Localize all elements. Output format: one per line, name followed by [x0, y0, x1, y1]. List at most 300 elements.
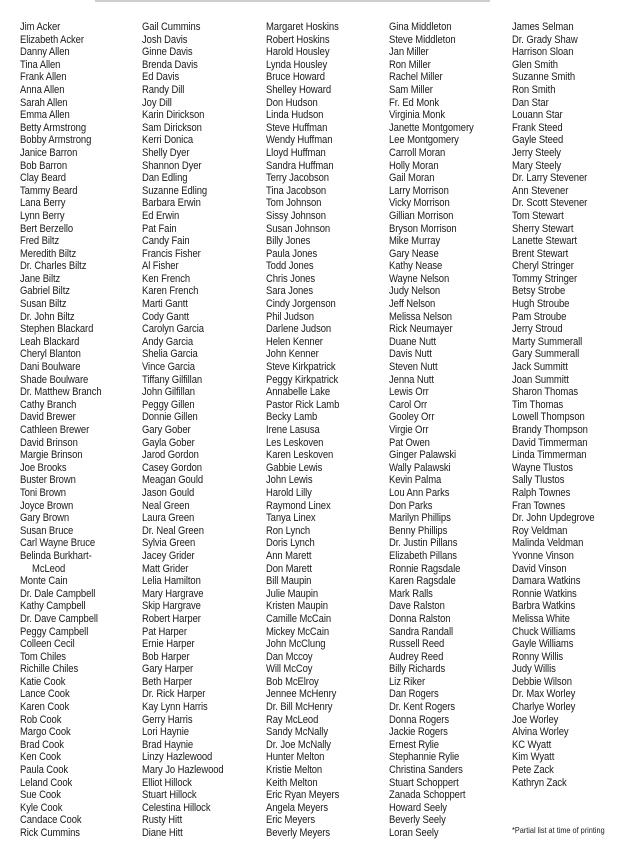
- name-entry: Dr. Joe McNally: [266, 738, 331, 751]
- name-entry: Tammy Beard: [20, 184, 78, 197]
- name-entry: Ronny Willis: [512, 650, 564, 663]
- name-entry: Audrey Reed: [389, 650, 444, 663]
- name-entry: Dr. Dale Campbell: [20, 587, 96, 600]
- name-entry: Dan Edling: [142, 172, 188, 185]
- name-entry: Mike Murray: [389, 235, 441, 248]
- name-entry: Shade Boulware: [20, 373, 89, 386]
- name-entry: Cathy Branch: [20, 398, 77, 411]
- name-entry: Danny Allen: [20, 46, 70, 59]
- name-entry: Shelly Dyer: [142, 146, 190, 159]
- name-entry: Gary Harper: [142, 663, 194, 676]
- name-entry: Skip Hargrave: [142, 600, 201, 613]
- name-entry: Steve Middleton: [389, 33, 456, 46]
- name-entry: Linda Hudson: [266, 109, 324, 122]
- name-entry: Harrison Sloan: [512, 46, 574, 59]
- name-entry: Bobby Armstrong: [20, 134, 92, 147]
- name-entry: Jackie Rogers: [389, 726, 448, 739]
- name-entry: Betty Armstrong: [20, 121, 87, 134]
- name-entry: Duane Nutt: [389, 335, 437, 348]
- name-entry: Emma Allen: [20, 109, 70, 122]
- name-entry: John Lewis: [266, 474, 313, 487]
- name-entry: Don Parks: [389, 499, 433, 512]
- name-entry: Kerri Donica: [142, 134, 194, 147]
- name-entry: David Vinson: [512, 562, 567, 575]
- name-entry: Rob Cook: [20, 713, 62, 726]
- name-entry: Jacey Grider: [142, 549, 195, 562]
- name-entry: Colleen Cecil: [20, 638, 75, 651]
- name-entry: Kim Wyatt: [512, 751, 555, 764]
- name-entry: Raymond Linex: [266, 499, 331, 512]
- name-entry: Karen Cook: [20, 701, 70, 714]
- name-entry: Tom Johnson: [266, 197, 322, 210]
- name-entry: Tim Thomas: [512, 398, 564, 411]
- name-entry: Malinda Veldman: [512, 537, 584, 550]
- name-entry: Brandy Thompson: [512, 424, 588, 436]
- name-entry: Alvina Worley: [512, 726, 569, 739]
- name-entry: Janice Barron: [20, 146, 78, 159]
- name-entry: Ginne Davis: [142, 46, 193, 59]
- name-entry: Lloyd Huffman: [266, 146, 326, 159]
- name-entry: Brenda Davis: [142, 58, 198, 71]
- name-entry: Gary Summerall: [512, 348, 580, 361]
- name-entry: Karin Dirickson: [142, 109, 205, 122]
- name-entry: Joe Brooks: [20, 461, 67, 474]
- name-entry: Carol Orr: [389, 398, 428, 411]
- name-entry: Gooley Orr: [389, 411, 435, 424]
- name-entry: Pat Owen: [389, 436, 430, 449]
- name-entry: Bryson Morrison: [389, 222, 457, 235]
- name-entry: Lynn Berry: [20, 209, 65, 222]
- name-entry: Dr. Bill McHenry: [266, 701, 333, 714]
- name-entry: KC Wyatt: [512, 738, 552, 751]
- name-entry: Todd Jones: [266, 260, 314, 273]
- name-entry: Karen French: [142, 285, 199, 298]
- name-entry: Francis Fisher: [142, 247, 201, 260]
- name-entry: Louann Star: [512, 109, 563, 122]
- name-entry: Andy Garcia: [142, 335, 194, 348]
- name-entry: Lelia Hamilton: [142, 575, 201, 588]
- name-entry: Marty Summerall: [512, 335, 583, 348]
- name-entry: Janette Montgomery: [389, 121, 474, 134]
- name-entry: Dr. Larry Stevener: [512, 172, 588, 185]
- name-entry: Sharon Thomas: [512, 386, 579, 399]
- name-entry: Damara Watkins: [512, 575, 581, 588]
- name-entry: Dave Ralston: [389, 600, 445, 613]
- name-entry: Don Hudson: [266, 96, 318, 109]
- name-entry: John McClung: [266, 638, 326, 651]
- name-entry: Stuart Hillock: [142, 789, 197, 802]
- name-entry: Judy Willis: [512, 663, 556, 676]
- name-entry: Tommy Stringer: [512, 272, 578, 285]
- name-entry: McLeod: [32, 562, 66, 575]
- name-entry: Kay Lynn Harris: [142, 701, 208, 714]
- name-entry: Dr. Dave Campbell: [20, 612, 98, 625]
- name-column-4: [389, 21, 487, 840]
- name-entry: Dr. Neal Green: [142, 524, 204, 537]
- name-entry: Neal Green: [142, 499, 190, 512]
- name-entry: Fran Townes: [512, 499, 566, 512]
- name-entry: Kathy Nease: [389, 260, 443, 273]
- name-entry: Carolyn Garcia: [142, 323, 204, 336]
- name-entry: Dan Star: [512, 96, 549, 109]
- name-entry: Pam Stroube: [512, 310, 567, 323]
- name-entry: Brent Stewart: [512, 247, 569, 260]
- name-entry: Gabbie Lewis: [266, 461, 323, 474]
- name-entry: Jerry Steely: [512, 146, 561, 159]
- name-entry: Ron Lynch: [266, 524, 311, 537]
- name-entry: Shelley Howard: [266, 83, 332, 96]
- name-entry: Sissy Johnson: [266, 209, 326, 222]
- name-entry: Suzanne Edling: [142, 184, 208, 197]
- name-entry: Sylvia Green: [142, 537, 196, 550]
- name-entry: Dr. John Biltz: [20, 310, 75, 323]
- name-entry: David Brewer: [20, 411, 76, 424]
- name-entry: Mary Hargrave: [142, 587, 204, 600]
- name-entry: Lana Berry: [20, 197, 66, 210]
- name-entry: Howard Seely: [389, 801, 447, 814]
- name-entry: Dr. Matthew Branch: [20, 386, 102, 399]
- name-entry: Wendy Huffman: [266, 134, 333, 147]
- name-entry: Gabriel Biltz: [20, 285, 70, 298]
- name-entry: Rusty Hitt: [142, 814, 183, 827]
- name-entry: Cindy Jorgenson: [266, 298, 336, 311]
- name-entry: Rick Neumayer: [389, 323, 453, 336]
- name-entry: Gary Gober: [142, 424, 191, 436]
- name-entry: Joyce Brown: [20, 499, 74, 512]
- name-entry: Benny Phillips: [389, 524, 448, 537]
- name-entry: Sherry Stewart: [512, 222, 574, 235]
- name-entry: Barbara Erwin: [142, 197, 201, 210]
- name-entry: Ron Smith: [512, 83, 556, 96]
- name-entry: Buster Brown: [20, 474, 76, 487]
- name-entry: Susan Bruce: [20, 524, 74, 537]
- name-entry: Hugh Stroube: [512, 298, 570, 311]
- name-entry: Dr. Charles Biltz: [20, 260, 87, 273]
- name-entry: Davis Nutt: [389, 348, 432, 361]
- name-entry: Phil Judson: [266, 310, 314, 323]
- name-entry: Cathleen Brewer: [20, 424, 90, 436]
- name-entry: Pete Zack: [512, 764, 554, 777]
- name-entry: Sandy McNally: [266, 726, 328, 739]
- name-entry: Kathryn Zack: [512, 776, 567, 789]
- name-entry: Sandra Huffman: [266, 159, 334, 172]
- name-entry: Lance Cook: [20, 688, 70, 701]
- name-entry: Camille McCain: [266, 612, 332, 625]
- name-entry: Sue Cook: [20, 789, 61, 802]
- name-entry: Lee Montgomery: [389, 134, 459, 147]
- name-entry: Larry Morrison: [389, 184, 449, 197]
- name-entry: Harold Housley: [266, 46, 330, 59]
- name-entry: Dr. Grady Shaw: [512, 33, 578, 46]
- name-entry: Zanada Schoppert: [389, 789, 466, 802]
- name-entry: John Gilfillan: [142, 386, 195, 399]
- name-entry: Yvonne Vinson: [512, 549, 574, 562]
- name-entry: Keith Melton: [266, 776, 318, 789]
- name-entry: Ernest Rylie: [389, 738, 439, 751]
- name-entry: Pastor Rick Lamb: [266, 398, 340, 411]
- name-entry: Toni Brown: [20, 486, 66, 499]
- name-entry: Bert Berzello: [20, 222, 74, 235]
- name-entry: Karen Leskoven: [266, 449, 334, 462]
- name-entry: Tina Jacobson: [266, 184, 327, 197]
- name-entry: Wayne Nelson: [389, 272, 450, 285]
- name-entry: Darlene Judson: [266, 323, 332, 336]
- name-entry: Bob Harper: [142, 650, 190, 663]
- name-entry: Roy Veldman: [512, 524, 568, 537]
- name-entry: Susan Biltz: [20, 298, 67, 311]
- name-entry: Sally Tlustos: [512, 474, 565, 487]
- name-entry: Dr. Kent Rogers: [389, 701, 456, 714]
- name-entry: Randy Dill: [142, 83, 185, 96]
- name-entry: Anna Allen: [20, 83, 65, 96]
- name-entry: Bill Maupin: [266, 575, 312, 588]
- name-entry: Candy Fain: [142, 235, 190, 248]
- name-entry: Beverly Meyers: [266, 827, 330, 839]
- name-entry: Wally Palawski: [389, 461, 451, 474]
- name-entry: Ginger Palawski: [389, 449, 457, 462]
- footnote: *Partial list at time of printing: [512, 825, 605, 835]
- name-entry: Sam Dirickson: [142, 121, 202, 134]
- name-entry: Melissa White: [512, 612, 570, 625]
- name-entry: Jack Summitt: [512, 361, 568, 374]
- name-entry: Gary Brown: [20, 512, 70, 525]
- name-entry: Donna Rogers: [389, 713, 449, 726]
- name-entry: Frank Allen: [20, 71, 67, 84]
- name-entry: Fr. Ed Monk: [389, 96, 440, 109]
- name-column-2: [142, 21, 237, 840]
- name-entry: Elizabeth Acker: [20, 33, 84, 46]
- name-entry: Virgie Orr: [389, 424, 429, 436]
- name-entry: Lewis Orr: [389, 386, 429, 399]
- name-entry: Matt Grider: [142, 562, 189, 575]
- name-entry: James Selman: [512, 21, 574, 33]
- name-entry: Ed Erwin: [142, 209, 180, 222]
- name-entry: Marilyn Phillips: [389, 512, 451, 525]
- name-entry: Kevin Palma: [389, 474, 442, 487]
- name-entry: Hunter Melton: [266, 751, 325, 764]
- name-entry: Bruce Howard: [266, 71, 325, 84]
- name-entry: Leland Cook: [20, 776, 73, 789]
- name-entry: Annabelle Lake: [266, 386, 331, 399]
- name-entry: Betsy Strobe: [512, 285, 566, 298]
- name-entry: Karen Ragsdale: [389, 575, 456, 588]
- name-entry: Helen Kenner: [266, 335, 323, 348]
- name-entry: Les Leskoven: [266, 436, 324, 449]
- name-entry: Laura Green: [142, 512, 195, 525]
- name-entry: John Kenner: [266, 348, 319, 361]
- name-entry: Jane Biltz: [20, 272, 61, 285]
- name-entry: Sandra Randall: [389, 625, 454, 638]
- name-entry: Dan Mccoy: [266, 650, 313, 663]
- name-entry: Jarod Gordon: [142, 449, 199, 462]
- name-entry: Jim Acker: [20, 21, 61, 33]
- name-entry: Kyle Cook: [20, 801, 63, 814]
- name-entry: Gary Nease: [389, 247, 439, 260]
- name-entry: Beth Harper: [142, 675, 193, 688]
- name-entry: Carroll Moran: [389, 146, 446, 159]
- name-entry: Stephannie Rylie: [389, 751, 460, 764]
- name-entry: Kathy Campbell: [20, 600, 86, 613]
- name-entry: Tanya Linex: [266, 512, 316, 525]
- name-entry: Frank Steed: [512, 121, 563, 134]
- name-entry: Stephen Blackard: [20, 323, 94, 336]
- name-entry: Angela Meyers: [266, 801, 328, 814]
- name-entry: Ann Marett: [266, 549, 312, 562]
- name-entry: Susan Johnson: [266, 222, 331, 235]
- name-entry: Monte Cain: [20, 575, 68, 588]
- name-entry: Jennee McHenry: [266, 688, 337, 701]
- name-entry: Debbie Wilson: [512, 675, 572, 688]
- name-entry: Gayle Williams: [512, 638, 574, 651]
- name-entry: Peggy Kirkpatrick: [266, 373, 339, 386]
- name-entry: Gail Cummins: [142, 21, 201, 33]
- name-entry: Peggy Gillen: [142, 398, 195, 411]
- name-entry: Paula Cook: [20, 764, 69, 777]
- name-entry: Belinda Burkhart-: [20, 549, 92, 562]
- name-column-1: [20, 21, 115, 840]
- name-entry: Gina Middleton: [389, 21, 452, 33]
- name-entry: Gayle Steed: [512, 134, 564, 147]
- name-entry: Donnie Gillen: [142, 411, 198, 424]
- name-entry: Tiffany Gilfillan: [142, 373, 203, 386]
- name-entry: Irene Lasusa: [266, 424, 320, 436]
- name-entry: Don Marett: [266, 562, 312, 575]
- name-entry: Ron Miller: [389, 58, 431, 71]
- name-entry: Chris Jones: [266, 272, 316, 285]
- name-entry: Billy Richards: [389, 663, 446, 676]
- name-entry: Steve Huffman: [266, 121, 328, 134]
- name-entry: Sarah Allen: [20, 96, 68, 109]
- name-entry: Lowell Thompson: [512, 411, 585, 424]
- name-entry: Sam Miller: [389, 83, 433, 96]
- name-entry: Dani Boulware: [20, 361, 81, 374]
- name-entry: Tina Allen: [20, 58, 61, 71]
- name-entry: Liz Riker: [389, 675, 426, 688]
- top-divider: [95, 0, 490, 2]
- name-entry: Meagan Gould: [142, 474, 204, 487]
- name-entry: Doris Lynch: [266, 537, 315, 550]
- name-entry: Jan Miller: [389, 46, 429, 59]
- name-entry: Christina Sanders: [389, 764, 463, 777]
- name-entry: Ann Stevener: [512, 184, 569, 197]
- name-entry: Loran Seely: [389, 827, 439, 839]
- name-entry: Jerry Stroud: [512, 323, 563, 336]
- name-entry: Tom Chiles: [20, 650, 66, 663]
- name-entry: Diane Hitt: [142, 827, 183, 839]
- name-entry: Robert Harper: [142, 612, 201, 625]
- name-entry: Barbra Watkins: [512, 600, 576, 613]
- name-entry: Sara Jones: [266, 285, 314, 298]
- name-entry: Ken French: [142, 272, 191, 285]
- name-entry: Holly Moran: [389, 159, 439, 172]
- name-entry: Marti Gantt: [142, 298, 188, 311]
- name-entry: Margo Cook: [20, 726, 71, 739]
- name-entry: Bob Barron: [20, 159, 68, 172]
- name-entry: Meredith Biltz: [20, 247, 77, 260]
- name-entry: Ronnie Watkins: [512, 587, 577, 600]
- name-entry: Suzanne Smith: [512, 71, 576, 84]
- name-entry: Brad Cook: [20, 738, 64, 751]
- name-entry: Mary Jo Hazlewood: [142, 764, 224, 777]
- name-entry: Casey Gordon: [142, 461, 202, 474]
- name-entry: Wayne Tlustos: [512, 461, 573, 474]
- name-entry: Carl Wayne Bruce: [20, 537, 96, 550]
- name-entry: Shannon Dyer: [142, 159, 202, 172]
- name-entry: Stuart Schoppert: [389, 776, 459, 789]
- name-entry: Cody Gantt: [142, 310, 189, 323]
- name-entry: Julie Maupin: [266, 587, 319, 600]
- name-entry: Leah Blackard: [20, 335, 80, 348]
- name-entry: Kristie Melton: [266, 764, 323, 777]
- name-entry: Candace Cook: [20, 814, 82, 827]
- name-entry: Richille Chiles: [20, 663, 79, 676]
- name-entry: Dr. Rick Harper: [142, 688, 206, 701]
- name-entry: Pat Fain: [142, 222, 177, 235]
- name-entry: Gayla Gober: [142, 436, 195, 449]
- name-entry: Linda Timmerman: [512, 449, 587, 462]
- name-entry: Ray McLeod: [266, 713, 319, 726]
- name-entry: Jenna Nutt: [389, 373, 434, 386]
- name-entry: Harold Lilly: [266, 486, 312, 499]
- name-entry: Mary Steely: [512, 159, 562, 172]
- name-entry: Jason Gould: [142, 486, 195, 499]
- name-entry: Eric Ryan Meyers: [266, 789, 340, 802]
- name-entry: Robert Hoskins: [266, 33, 330, 46]
- name-entry: Linzy Hazlewood: [142, 751, 213, 764]
- name-entry: Jeff Nelson: [389, 298, 436, 311]
- name-entry: Al Fisher: [142, 260, 179, 273]
- name-entry: Will McCoy: [266, 663, 313, 676]
- name-entry: Dan Rogers: [389, 688, 439, 701]
- name-entry: Ronnie Ragsdale: [389, 562, 461, 575]
- name-entry: Steven Nutt: [389, 361, 438, 374]
- name-entry: Lori Haynie: [142, 726, 189, 739]
- name-entry: Cheryl Stringer: [512, 260, 574, 273]
- name-entry: Peggy Campbell: [20, 625, 89, 638]
- name-entry: Glen Smith: [512, 58, 558, 71]
- name-entry: Elliot Hillock: [142, 776, 192, 789]
- name-entry: Rick Cummins: [20, 827, 80, 839]
- name-entry: Mickey McCain: [266, 625, 330, 638]
- name-entry: Charlye Worley: [512, 701, 576, 714]
- name-entry: Shelia Garcia: [142, 348, 198, 361]
- name-entry: Joe Worley: [512, 713, 559, 726]
- name-entry: Lynda Housley: [266, 58, 328, 71]
- name-entry: Kristen Maupin: [266, 600, 328, 613]
- name-entry: Donna Ralston: [389, 612, 451, 625]
- name-entry: Clay Beard: [20, 172, 66, 185]
- name-entry: Beverly Seely: [389, 814, 446, 827]
- name-entry: Josh Davis: [142, 33, 188, 46]
- name-entry: Dr. Scott Stevener: [512, 197, 588, 210]
- name-entry: Terry Jacobson: [266, 172, 329, 185]
- name-entry: Lou Ann Parks: [389, 486, 450, 499]
- name-entry: Gillian Morrison: [389, 209, 454, 222]
- name-entry: Chuck Williams: [512, 625, 576, 638]
- name-entry: Billy Jones: [266, 235, 311, 248]
- name-entry: Dr. John Updegrove: [512, 512, 595, 525]
- name-entry: Ernie Harper: [142, 638, 195, 651]
- name-entry: Katie Cook: [20, 675, 66, 688]
- name-entry: Mark Ralls: [389, 587, 433, 600]
- name-entry: Gerry Harris: [142, 713, 193, 726]
- name-entry: Steve Kirkpatrick: [266, 361, 336, 374]
- name-entry: Ralph Townes: [512, 486, 571, 499]
- name-entry: Elizabeth Pillans: [389, 549, 457, 562]
- name-entry: Pat Harper: [142, 625, 187, 638]
- name-entry: Bob McElroy: [266, 675, 319, 688]
- name-entry: Dr. Justin Pillans: [389, 537, 458, 550]
